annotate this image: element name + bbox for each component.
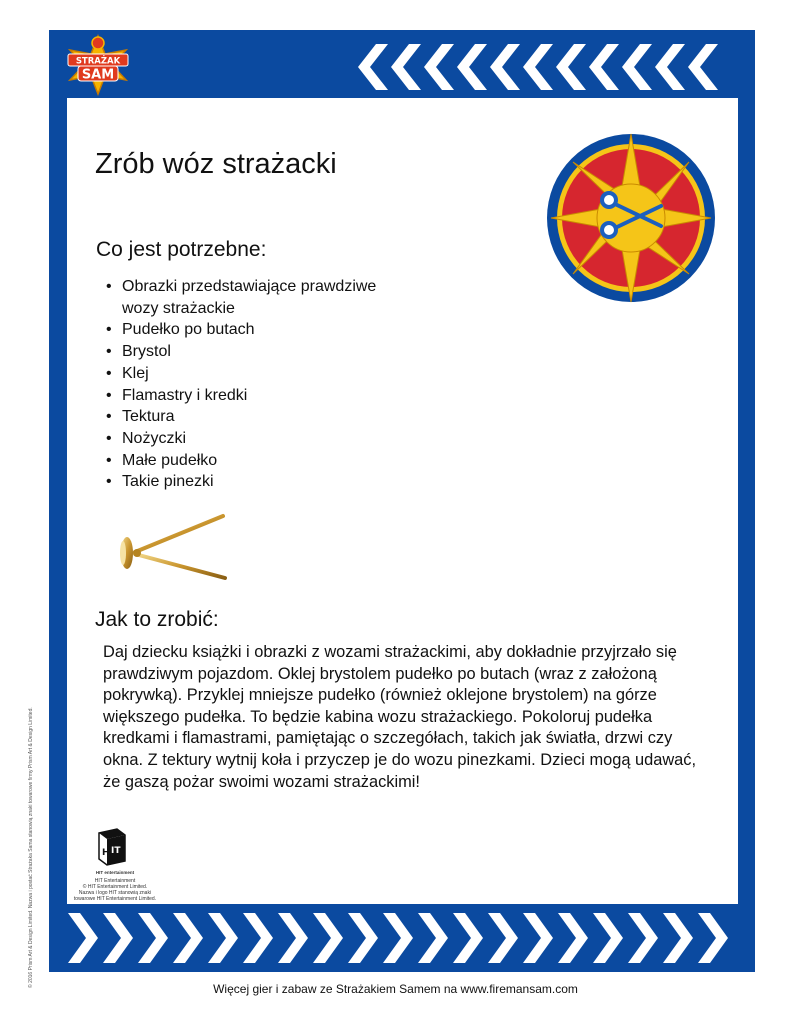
hit-credit-line: Nazwa i logo HIT stanowią znaki: [78, 890, 152, 896]
hit-credit-line: HIT Entertainment: [94, 878, 136, 884]
hit-credits: [70, 870, 160, 902]
fireman-sam-logo: [64, 34, 132, 96]
list-item: • Pudełko po butach: [104, 319, 382, 341]
svg-text:IT: IT: [111, 846, 121, 856]
page-title: Zrób wóz strażacki: [95, 148, 337, 180]
scissors-badge-icon: [545, 132, 717, 304]
materials-heading: Co jest potrzebne:: [96, 238, 267, 261]
list-item: • Małe pudełko: [104, 450, 382, 472]
list-item: • Nożyczki: [104, 428, 382, 450]
list-item: • Takie pinezki: [104, 471, 382, 493]
chevron-icons: [68, 913, 728, 963]
hit-credit-line: towarowe HIT Entertainment Limited.: [73, 896, 157, 902]
logo-line2: SAM: [81, 67, 115, 83]
list-item: • Brystol: [104, 341, 382, 363]
hit-logo-text: HIT entertainment: [95, 870, 135, 875]
materials-list: [104, 276, 382, 493]
list-item: • Flamastry i kredki: [104, 385, 382, 407]
list-item: • Klej: [104, 363, 382, 385]
list-item: • Tektura: [104, 406, 382, 428]
instructions-text: Daj dziecku książki i obrazki z wozami strażackimi, aby dokładnie przyjrzało się prawdziwym pojazdom. Oklej brystolem pudełko po butach (wraz z założoną pokrywką). Przyklej mniejsze pudełko (również oklejone brystolem) na górze większego pudełka. To będzie kabina wozu strażackiego. Pokoloruj pudełka kredkami i flamastrami, pamiętając o szczegółach, takich jak światła, drzwi czy okna. Z tektury wytnij koła i przyczep je do wozu pinezkami. Dzieci mogą udawać, że gaszą pożar swoimi wozami strażackimi!: [103, 643, 697, 791]
copyright-notice: © 2016 Prism Art & Design Limited. Nazwa i postać Strażaka Sama stanowią znaki towarowe firmy Prism Art & Design Limited.: [28, 707, 34, 988]
hit-credit-line: © HIT Entertainment Limited.: [82, 884, 148, 890]
logo-line1: STRAŻAK: [75, 56, 121, 67]
bottom-chevron-stripe: [58, 913, 748, 963]
chevron-icons: [358, 44, 718, 90]
svg-text:H: H: [102, 848, 110, 858]
instructions-heading: Jak to zrobić:: [95, 608, 219, 631]
brass-fastener-image: [113, 508, 231, 588]
list-item: • Obrazki przedstawiające prawdziwe wozy strażackie: [104, 276, 382, 319]
hit-entertainment-logo: [95, 827, 127, 867]
footer-text: Więcej gier i zabaw ze Strażakiem Samem na www.firemansam.com: [213, 982, 578, 996]
top-chevron-stripe: [358, 44, 748, 90]
